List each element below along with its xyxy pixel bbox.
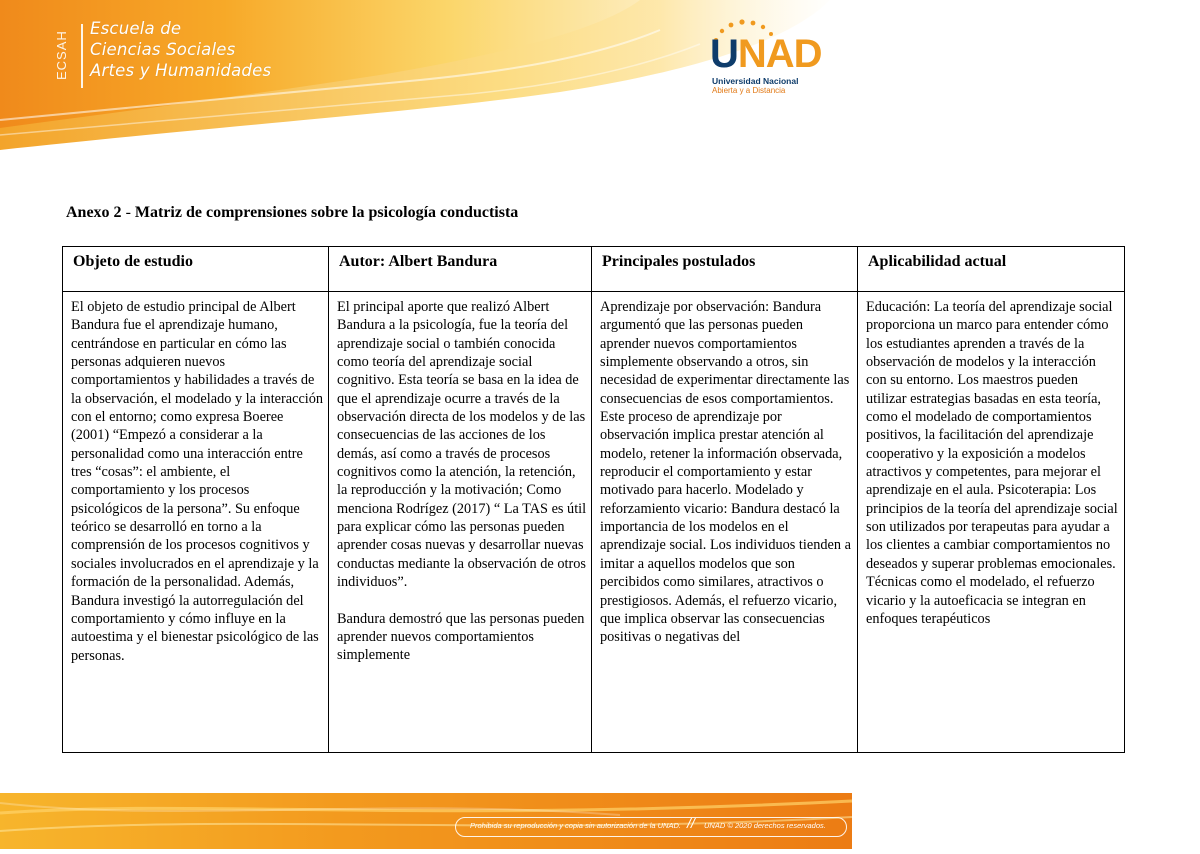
cell-text: El objeto de estudio principal de Albert Bandura fue el aprendizaje humano, centrándose en particular en cómo las personas adquieren nuevos comportamientos y habilidades a través de la observación, el modelado y la interacción con el entorno; como expresa Boeree (2001) “Empezó a considerar a la personalidad como una interacción entre tres “cosas”: el ambiente, el comportamiento y los procesos psicológicos de la persona”. Su enfoque teórico se desarrolló en torno a la comprensión de los procesos cognitivos y sociales involucrados en el aprendizaje y la formación de la personalidad. Además, Bandura investigó la autorregulación del comportamiento y cómo influye en la autoestima y el bienestar psicológico de las personas. (71, 299, 324, 664)
cell-objeto-estudio (63, 292, 329, 753)
cell-text: Educación: La teoría del aprendizaje social proporciona un marco para entender cómo los estudiantes aprenden a través de la observación de modelos y la interacción con su entorno. Los maestros pueden utilizar estrategias basadas en esta teoría, como el modelado de comportamientos positivos, la facilitación del aprendizaje cooperativo y la exposición a modelos atractivos y competentes, para mejorar el aprendizaje en el aula. Psicoterapia: Los principios de la teoría del aprendizaje social son utilizados por terapeutas para ayudar a los clientes a cambiar comportamientos no deseados y superar problemas emocionales. Técnicas como el modelado, el refuerzo vicario y la autoeficacia se integran en enfoques terapéuticos (866, 299, 1118, 627)
school-line-1: Escuela de (90, 19, 182, 38)
school-line-2: Ciencias Sociales (90, 40, 236, 59)
header-aplicabilidad: Aplicabilidad actual (858, 247, 1125, 292)
logo-word-u: U (710, 32, 738, 76)
cell-text: Aprendizaje por observación: Bandura argumentó que las personas pueden aprender nuevos comportamientos simplemente observando a otros, sin necesidad de experimentar directamente las consecuencias de esos comportamientos. Este proceso de aprendizaje por observación implica prestar atención al modelo, retener la información observada, reproducir el comportamiento y estar motivado para hacerlo. Modelado y reforzamiento vicario: Bandura destacó la importancia de los modelos en el aprendizaje social. Los individuos tienden a imitar a aquellos modelos que son percibidos como similares, atractivos o prestigiosos. Además, el refuerzo vicario, que implica observar las consecuencias positivas o negativas del (600, 299, 851, 646)
school-divider (81, 24, 83, 88)
title-prefix: Anexo 2 (66, 204, 122, 221)
cell-autor (329, 292, 592, 753)
header-autor: Autor: Albert Bandura (329, 247, 592, 292)
footer-rights-notice: UNAD © 2020 derechos reservados. (704, 821, 826, 830)
title-dash: - (121, 204, 135, 221)
cell-text-paragraph-2: Bandura demostró que las personas pueden aprender nuevos comportamientos simplemente (337, 610, 585, 664)
logo-subtitle-2: Abierta y a Distancia (712, 86, 786, 95)
document-title (66, 204, 518, 222)
school-name (90, 18, 271, 81)
footer-separator: // (687, 815, 695, 831)
table-header-row (63, 247, 1125, 292)
cell-text: El principal aporte que realizó Albert Bandura a la psicología, fue la teoría del aprendizaje social o también conocida como teoría del aprendizaje social cognitivo. Esta teoría se basa en la idea de que el aprendizaje ocurre a través de la observación directa de los modelos y de las consecuencias de las acciones de los demás, así como a través de procesos cognitivos como la atención, la retención, la reproducción y la motivación; Como menciona Rodrígez (2017) “ La TAS es útil para explicar cómo las personas pueden aprender cosas nuevas y desarrollar nuevas conductas mediante la observación de otros individuos”. (337, 299, 587, 591)
logo-subtitle-1: Universidad Nacional (712, 76, 799, 86)
logo-word-nad: NAD (737, 32, 822, 76)
cell-aplicabilidad (858, 292, 1125, 753)
table-row (63, 292, 1125, 753)
logo-wordmark (710, 34, 822, 74)
header-postulados: Principales postulados (592, 247, 858, 292)
school-line-3: Artes y Humanidades (90, 61, 272, 80)
school-acronym: ECSAH (54, 30, 69, 80)
cell-postulados (592, 292, 858, 753)
header-objeto-estudio: Objeto de estudio (63, 247, 329, 292)
unad-logo (706, 16, 826, 96)
title-main: Matriz de comprensiones sobre la psicología conductista (134, 204, 519, 221)
footer-copy-notice: Prohibida su reproducción y copia sin autorización de la UNAD. (470, 821, 681, 830)
comprehension-matrix-table (62, 246, 1125, 753)
